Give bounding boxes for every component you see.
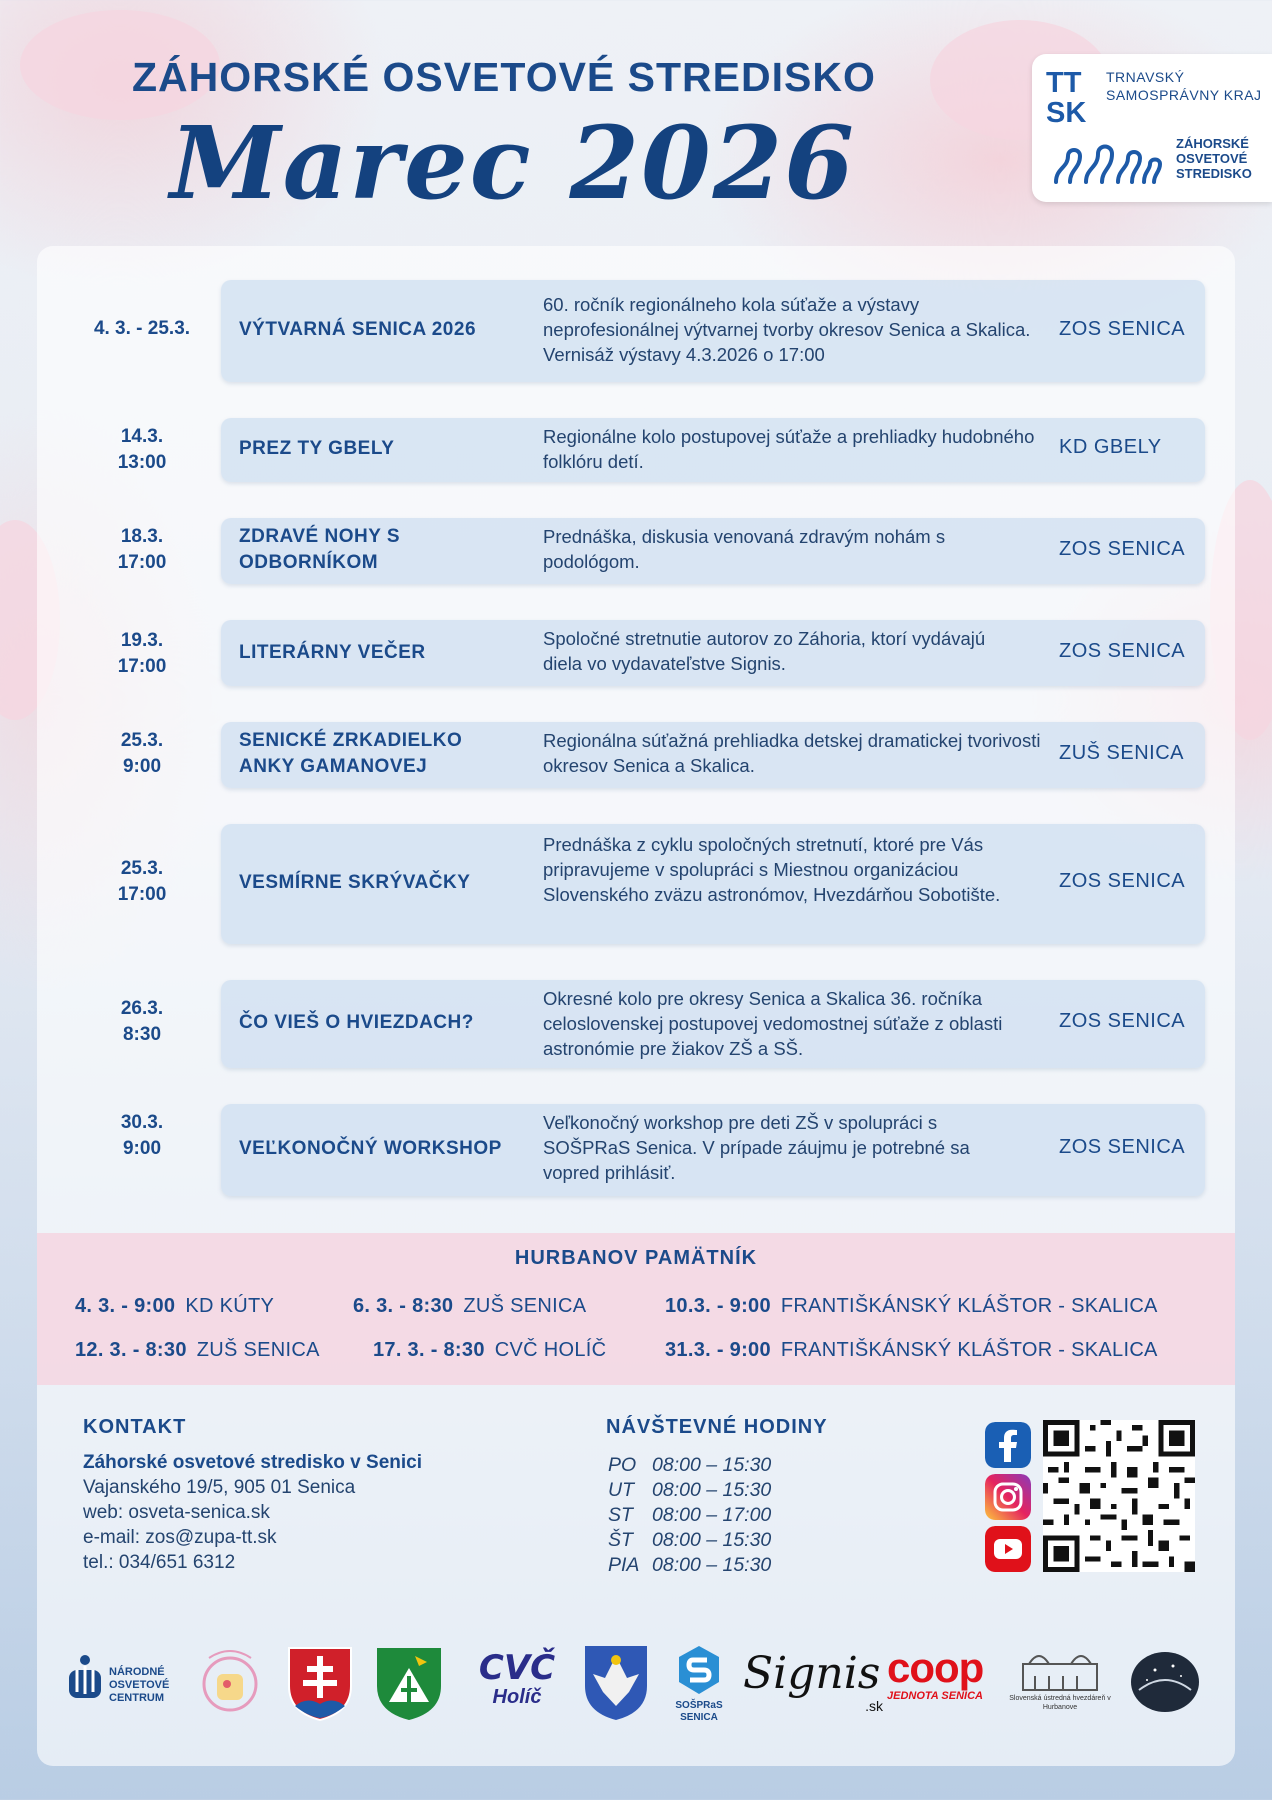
event-box bbox=[221, 418, 1205, 482]
event-description: Okresné kolo pre okresy Senica a Skalica 36. ročníka celoslovenskej postupovej vedomostnej súťaže z oblasti astronómie pre žiakov ZŠ a SŠ. bbox=[543, 988, 1003, 1059]
hurbanov-item: 31.3. - 9:00 FRANTIŠKÁNSKÝ KLÁŠTOR - SKALICA bbox=[665, 1339, 1158, 1361]
hours-row: PO 08:00 – 15:30 bbox=[608, 1454, 772, 1476]
cvc-holic-logo: CVČ Holíč bbox=[478, 1648, 556, 1708]
ttsk-mark: TT SK bbox=[1046, 67, 1087, 129]
event-place: KD GBELY bbox=[1059, 436, 1162, 458]
contact-heading: KONTAKT bbox=[83, 1416, 187, 1438]
hurbanov-item: 12. 3. - 8:30 ZUŠ SENICA bbox=[75, 1339, 320, 1361]
facebook-icon[interactable] bbox=[985, 1422, 1031, 1468]
organization-title: ZÁHORSKÉ OSVETOVÉ STREDISKO bbox=[132, 54, 876, 100]
region-name: TRNAVSKÝ SAMOSPRÁVNY KRAJ bbox=[1106, 69, 1262, 103]
center-name: ZÁHORSKÉ OSVETOVÉ STREDISKO bbox=[1176, 136, 1252, 181]
hours-row: UT 08:00 – 15:30 bbox=[608, 1479, 772, 1501]
qr-code[interactable] bbox=[1043, 1420, 1195, 1572]
event-box bbox=[221, 518, 1205, 584]
event-place: ZOS SENICA bbox=[1059, 870, 1186, 892]
contact-web: web: osveta-senica.sk bbox=[83, 1502, 270, 1523]
event-box bbox=[221, 980, 1205, 1068]
people-figures-icon bbox=[1046, 138, 1166, 188]
program-card bbox=[37, 246, 1235, 1766]
event-name: PREZ TY GBELY bbox=[239, 438, 395, 459]
holic-coat-of-arms bbox=[583, 1644, 649, 1722]
hours-row: PIA 08:00 – 15:30 bbox=[608, 1554, 772, 1576]
event-name: LITERÁRNY VEČER bbox=[239, 642, 426, 663]
nc-logo-text: NÁRODNÉ OSVETOVÉ CENTRUM bbox=[109, 1666, 170, 1704]
event-description: 60. ročník regionálneho kola súťaže a výstavy neprofesionálnej výtvarnej tvorby okresov Senica a Skalica. Vernisáž výstavy 4.3.2026 o 17:00 bbox=[543, 294, 1031, 365]
event-date: 26.3. 8:30 bbox=[120, 998, 164, 1045]
hurbanov-item: 4. 3. - 9:00 KD KÚTY bbox=[75, 1295, 275, 1317]
event-row bbox=[37, 620, 1235, 686]
hurbanov-item: 10.3. - 9:00 FRANTIŠKÁNSKÝ KLÁŠTOR - SKALICA bbox=[665, 1295, 1158, 1317]
event-name: VESMÍRNE SKRÝVAČKY bbox=[239, 872, 471, 893]
event-description: Regionálne kolo postupovej súťaže a prehliadky hudobného folklóru detí. bbox=[543, 426, 1035, 472]
event-box bbox=[221, 620, 1205, 686]
event-place: ZOS SENICA bbox=[1059, 640, 1186, 662]
event-place: ZOS SENICA bbox=[1059, 538, 1186, 560]
senica-coat-of-arms bbox=[375, 1646, 443, 1722]
event-box bbox=[221, 1104, 1205, 1196]
event-date: 25.3. 17:00 bbox=[117, 858, 167, 905]
event-description: Prednáška z cyklu spoločných stretnutí, ktoré pre Vás pripravujeme v spolupráci s Miestnou organizáciou Slovenského zväzu astronómov, Hvezdárňou Sobotište. bbox=[543, 834, 1001, 905]
instagram-icon[interactable] bbox=[985, 1474, 1031, 1520]
event-row bbox=[37, 980, 1235, 1068]
event-place: ZOS SENICA bbox=[1059, 318, 1186, 340]
hurbanov-item: 17. 3. - 8:30 CVČ HOLÍČ bbox=[373, 1339, 607, 1361]
astronomy-club-logo bbox=[1129, 1646, 1201, 1718]
event-box bbox=[221, 722, 1205, 788]
event-name: SENICKÉ ZRKADIELKO ANKY GAMANOVEJ bbox=[239, 730, 463, 777]
hours-row: ŠT 08:00 – 15:30 bbox=[608, 1529, 772, 1551]
observatory-hurbanovo-logo bbox=[1015, 1642, 1105, 1692]
event-date: 14.3. 13:00 bbox=[117, 426, 167, 473]
event-date: 25.3. 9:00 bbox=[120, 730, 164, 777]
hours-heading: NÁVŠTEVNÉ HODINY bbox=[606, 1416, 828, 1438]
hours-row: ST 08:00 – 17:00 bbox=[608, 1504, 772, 1526]
contact-org: Záhorské osvetové stredisko v Senici bbox=[83, 1452, 422, 1473]
narodne-osvetove-centrum-logo bbox=[65, 1652, 105, 1712]
event-date: 30.3. 9:00 bbox=[120, 1112, 164, 1159]
ttsk-zos-logo bbox=[1032, 54, 1272, 202]
event-row bbox=[37, 824, 1235, 944]
coop-jednota-logo: coop JEDNOTA SENICA bbox=[887, 1644, 984, 1702]
sospras-logo bbox=[677, 1644, 721, 1696]
event-description: Regionálna súťažná prehliadka detskej dramatickej tvorivosti okresov Senica a Skalica. bbox=[543, 730, 1041, 776]
contact-address: Vajanského 19/5, 905 01 Senica bbox=[83, 1477, 356, 1498]
sospras-text: SOŠPRaS SENICA bbox=[675, 1700, 723, 1723]
event-name: VÝTVARNÁ SENICA 2026 bbox=[239, 319, 477, 340]
contact-email: e-mail: zos@zupa-tt.sk bbox=[83, 1527, 277, 1548]
event-row bbox=[37, 280, 1235, 382]
event-row bbox=[37, 418, 1235, 482]
youtube-icon[interactable] bbox=[985, 1526, 1031, 1572]
event-name: ČO VIEŠ O HVIEZDACH? bbox=[239, 1012, 474, 1033]
event-name: VEĽKONOČNÝ WORKSHOP bbox=[239, 1138, 502, 1159]
observatory-text: Slovenská ústredná hvezdáreň v Hurbanove bbox=[1009, 1695, 1111, 1711]
event-description: Veľkonočný workshop pre deti ZŠ v spolupráci s SOŠPRaS Senica. V prípade záujmu je potrebné sa vopred prihlásiť. bbox=[543, 1112, 970, 1183]
event-date: 18.3. 17:00 bbox=[117, 526, 167, 573]
zus-senica-logo bbox=[197, 1646, 263, 1718]
slovakia-coat-of-arms bbox=[287, 1646, 353, 1722]
event-box bbox=[221, 824, 1205, 944]
event-date: 4. 3. - 25.3. bbox=[93, 318, 191, 339]
event-row bbox=[37, 1104, 1235, 1196]
event-place: ZUŠ SENICA bbox=[1059, 742, 1185, 764]
event-box bbox=[221, 280, 1205, 382]
event-description: Prednáška, diskusia venovaná zdravým nohám s podológom. bbox=[543, 526, 946, 572]
event-description: Spoločné stretnutie autorov zo Záhoria, ktorí vydávajú diela vo vydavateľstve Signis. bbox=[543, 628, 986, 674]
hurbanov-item: 6. 3. - 8:30 ZUŠ SENICA bbox=[353, 1295, 587, 1317]
hurbanov-title: HURBANOV PAMÄTNÍK bbox=[514, 1247, 758, 1269]
event-row bbox=[37, 722, 1235, 788]
hurbanov-section bbox=[37, 1233, 1235, 1385]
event-place: ZOS SENICA bbox=[1059, 1136, 1186, 1158]
event-row bbox=[37, 518, 1235, 584]
month-title: Marec 2026 bbox=[170, 104, 856, 222]
contact-phone: tel.: 034/651 6312 bbox=[83, 1552, 236, 1573]
event-place: ZOS SENICA bbox=[1059, 1010, 1186, 1032]
signis-logo: Signis .sk bbox=[743, 1648, 883, 1714]
partner-logos bbox=[37, 1642, 1235, 1732]
event-date: 19.3. 17:00 bbox=[117, 630, 167, 677]
event-name: ZDRAVÉ NOHY S ODBORNÍKOM bbox=[239, 526, 400, 573]
